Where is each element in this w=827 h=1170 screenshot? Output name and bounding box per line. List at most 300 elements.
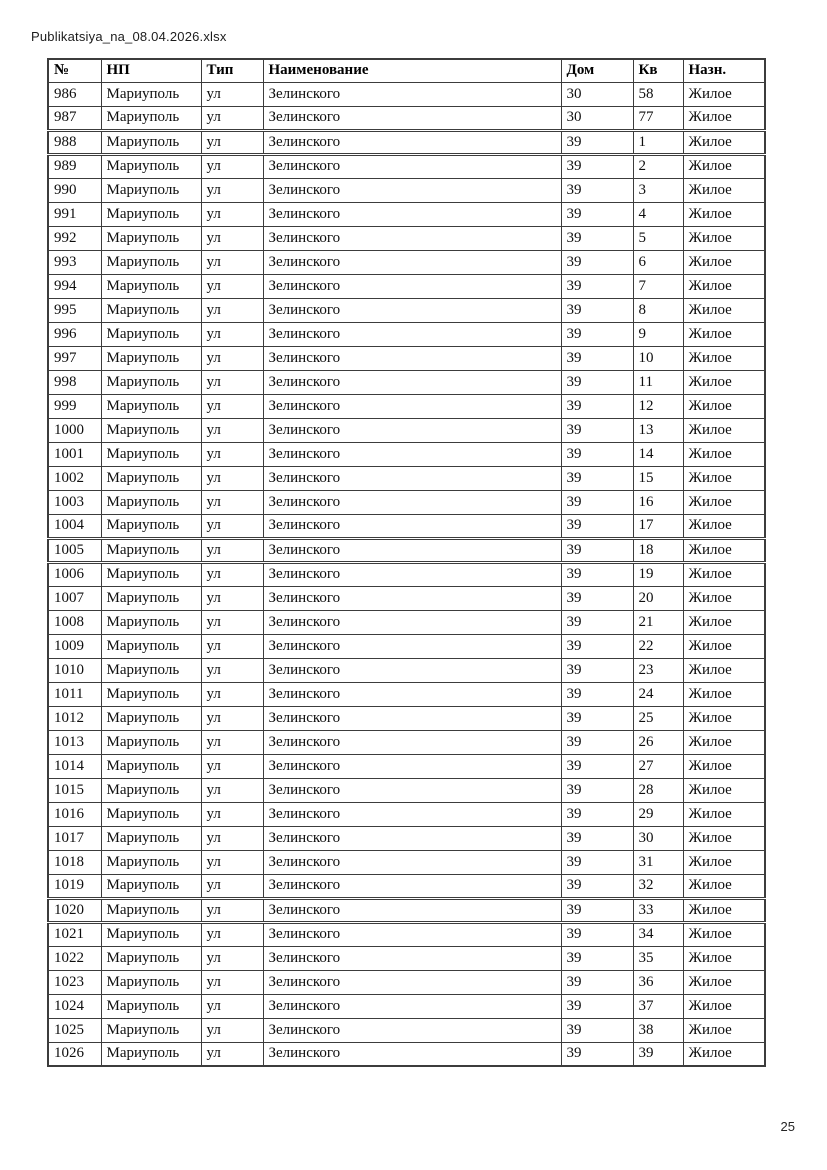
cell-np: Мариуполь [101, 922, 201, 946]
cell-tip: ул [201, 634, 263, 658]
cell-nazn: Жилое [683, 610, 765, 634]
table-row [48, 706, 765, 730]
cell-kv: 20 [633, 586, 683, 610]
cell-num: 1015 [48, 778, 101, 802]
cell-np: Мариуполь [101, 994, 201, 1018]
table-row [48, 130, 765, 154]
cell-num: 993 [48, 250, 101, 274]
cell-dom: 39 [561, 802, 633, 826]
cell-tip: ул [201, 274, 263, 298]
cell-dom: 39 [561, 634, 633, 658]
cell-kv: 8 [633, 298, 683, 322]
cell-num: 1003 [48, 490, 101, 514]
cell-kv: 31 [633, 850, 683, 874]
table-row [48, 322, 765, 346]
cell-num: 1006 [48, 562, 101, 586]
cell-naim: Зелинского [263, 682, 561, 706]
cell-nazn: Жилое [683, 946, 765, 970]
cell-np: Мариуполь [101, 634, 201, 658]
cell-num: 997 [48, 346, 101, 370]
cell-nazn: Жилое [683, 874, 765, 898]
cell-dom: 39 [561, 274, 633, 298]
cell-nazn: Жилое [683, 922, 765, 946]
header-cell-num: № [48, 59, 101, 82]
cell-np: Мариуполь [101, 562, 201, 586]
table-row [48, 730, 765, 754]
cell-dom: 30 [561, 106, 633, 130]
table-row [48, 994, 765, 1018]
cell-tip: ул [201, 946, 263, 970]
cell-tip: ул [201, 154, 263, 178]
table-row [48, 466, 765, 490]
cell-kv: 39 [633, 1042, 683, 1066]
table-row [48, 946, 765, 970]
cell-kv: 19 [633, 562, 683, 586]
table-row [48, 298, 765, 322]
cell-nazn: Жилое [683, 442, 765, 466]
cell-tip: ул [201, 754, 263, 778]
cell-kv: 23 [633, 658, 683, 682]
cell-dom: 39 [561, 490, 633, 514]
table-row [48, 682, 765, 706]
cell-np: Мариуполь [101, 346, 201, 370]
table-row [48, 850, 765, 874]
cell-dom: 30 [561, 82, 633, 106]
table-row [48, 82, 765, 106]
cell-kv: 6 [633, 250, 683, 274]
cell-nazn: Жилое [683, 202, 765, 226]
cell-naim: Зелинского [263, 922, 561, 946]
cell-naim: Зелинского [263, 562, 561, 586]
cell-dom: 39 [561, 754, 633, 778]
cell-np: Мариуполь [101, 274, 201, 298]
cell-dom: 39 [561, 826, 633, 850]
cell-np: Мариуполь [101, 466, 201, 490]
cell-np: Мариуполь [101, 898, 201, 922]
cell-np: Мариуполь [101, 826, 201, 850]
cell-num: 989 [48, 154, 101, 178]
cell-num: 988 [48, 130, 101, 154]
cell-kv: 1 [633, 130, 683, 154]
cell-naim: Зелинского [263, 706, 561, 730]
cell-dom: 39 [561, 370, 633, 394]
cell-tip: ул [201, 178, 263, 202]
cell-dom: 39 [561, 322, 633, 346]
cell-np: Мариуполь [101, 250, 201, 274]
cell-dom: 39 [561, 346, 633, 370]
cell-naim: Зелинского [263, 1018, 561, 1042]
cell-naim: Зелинского [263, 82, 561, 106]
cell-naim: Зелинского [263, 634, 561, 658]
cell-tip: ул [201, 706, 263, 730]
cell-num: 1013 [48, 730, 101, 754]
cell-naim: Зелинского [263, 1042, 561, 1066]
cell-tip: ул [201, 514, 263, 538]
table-row [48, 610, 765, 634]
cell-tip: ул [201, 490, 263, 514]
cell-tip: ул [201, 970, 263, 994]
cell-np: Мариуполь [101, 970, 201, 994]
cell-naim: Зелинского [263, 658, 561, 682]
header-cell-dom: Дом [561, 59, 633, 82]
cell-dom: 39 [561, 178, 633, 202]
cell-np: Мариуполь [101, 610, 201, 634]
table-row [48, 490, 765, 514]
cell-nazn: Жилое [683, 466, 765, 490]
cell-tip: ул [201, 1042, 263, 1066]
cell-kv: 2 [633, 154, 683, 178]
cell-nazn: Жилое [683, 826, 765, 850]
header-cell-kv: Кв [633, 59, 683, 82]
cell-kv: 16 [633, 490, 683, 514]
cell-nazn: Жилое [683, 898, 765, 922]
cell-nazn: Жилое [683, 754, 765, 778]
table-row [48, 346, 765, 370]
cell-dom: 39 [561, 922, 633, 946]
cell-tip: ул [201, 682, 263, 706]
table-row [48, 970, 765, 994]
cell-np: Мариуполь [101, 106, 201, 130]
table-row [48, 514, 765, 538]
table-row [48, 418, 765, 442]
cell-naim: Зелинского [263, 826, 561, 850]
cell-np: Мариуполь [101, 586, 201, 610]
cell-naim: Зелинского [263, 442, 561, 466]
cell-naim: Зелинского [263, 874, 561, 898]
cell-tip: ул [201, 850, 263, 874]
cell-np: Мариуполь [101, 442, 201, 466]
table-row [48, 1042, 765, 1066]
table-row [48, 754, 765, 778]
cell-np: Мариуполь [101, 322, 201, 346]
cell-dom: 39 [561, 514, 633, 538]
cell-num: 1026 [48, 1042, 101, 1066]
cell-num: 1019 [48, 874, 101, 898]
cell-dom: 39 [561, 1042, 633, 1066]
cell-naim: Зелинского [263, 586, 561, 610]
document-filename: Publikatsiya_na_08.04.2026.xlsx [31, 29, 227, 44]
cell-nazn: Жилое [683, 250, 765, 274]
cell-num: 998 [48, 370, 101, 394]
table-row [48, 442, 765, 466]
cell-num: 1004 [48, 514, 101, 538]
cell-np: Мариуполь [101, 370, 201, 394]
cell-tip: ул [201, 106, 263, 130]
table-row [48, 538, 765, 562]
cell-naim: Зелинского [263, 730, 561, 754]
cell-dom: 39 [561, 394, 633, 418]
cell-tip: ул [201, 346, 263, 370]
table-row [48, 178, 765, 202]
table-row [48, 154, 765, 178]
cell-np: Мариуполь [101, 778, 201, 802]
cell-naim: Зелинского [263, 538, 561, 562]
cell-kv: 58 [633, 82, 683, 106]
cell-nazn: Жилое [683, 706, 765, 730]
cell-kv: 35 [633, 946, 683, 970]
cell-np: Мариуполь [101, 418, 201, 442]
cell-np: Мариуполь [101, 730, 201, 754]
cell-num: 1017 [48, 826, 101, 850]
cell-np: Мариуполь [101, 946, 201, 970]
cell-nazn: Жилое [683, 730, 765, 754]
cell-tip: ул [201, 610, 263, 634]
cell-tip: ул [201, 130, 263, 154]
cell-dom: 39 [561, 610, 633, 634]
cell-dom: 39 [561, 946, 633, 970]
cell-tip: ул [201, 874, 263, 898]
cell-nazn: Жилое [683, 154, 765, 178]
cell-nazn: Жилое [683, 394, 765, 418]
table-row [48, 826, 765, 850]
cell-np: Мариуполь [101, 394, 201, 418]
cell-dom: 39 [561, 1018, 633, 1042]
table-row [48, 370, 765, 394]
cell-nazn: Жилое [683, 418, 765, 442]
cell-dom: 39 [561, 778, 633, 802]
cell-dom: 39 [561, 970, 633, 994]
cell-tip: ул [201, 730, 263, 754]
cell-num: 1025 [48, 1018, 101, 1042]
table-row [48, 778, 765, 802]
cell-num: 991 [48, 202, 101, 226]
cell-num: 996 [48, 322, 101, 346]
cell-num: 1012 [48, 706, 101, 730]
header-cell-np: НП [101, 59, 201, 82]
cell-naim: Зелинского [263, 754, 561, 778]
cell-nazn: Жилое [683, 538, 765, 562]
cell-num: 1018 [48, 850, 101, 874]
cell-np: Мариуполь [101, 178, 201, 202]
cell-naim: Зелинского [263, 178, 561, 202]
cell-dom: 39 [561, 226, 633, 250]
cell-nazn: Жилое [683, 850, 765, 874]
cell-num: 990 [48, 178, 101, 202]
cell-np: Мариуполь [101, 874, 201, 898]
cell-np: Мариуполь [101, 658, 201, 682]
cell-tip: ул [201, 322, 263, 346]
cell-nazn: Жилое [683, 226, 765, 250]
cell-kv: 33 [633, 898, 683, 922]
cell-np: Мариуполь [101, 130, 201, 154]
cell-dom: 39 [561, 730, 633, 754]
cell-np: Мариуполь [101, 226, 201, 250]
cell-kv: 18 [633, 538, 683, 562]
table-row [48, 1018, 765, 1042]
table-row [48, 250, 765, 274]
cell-nazn: Жилое [683, 778, 765, 802]
cell-dom: 39 [561, 154, 633, 178]
cell-num: 1014 [48, 754, 101, 778]
cell-nazn: Жилое [683, 322, 765, 346]
cell-dom: 39 [561, 130, 633, 154]
cell-kv: 4 [633, 202, 683, 226]
cell-num: 986 [48, 82, 101, 106]
cell-kv: 24 [633, 682, 683, 706]
cell-dom: 39 [561, 994, 633, 1018]
cell-tip: ул [201, 922, 263, 946]
cell-kv: 11 [633, 370, 683, 394]
cell-num: 1022 [48, 946, 101, 970]
cell-kv: 9 [633, 322, 683, 346]
cell-tip: ул [201, 586, 263, 610]
cell-num: 1020 [48, 898, 101, 922]
cell-naim: Зелинского [263, 418, 561, 442]
cell-tip: ул [201, 898, 263, 922]
cell-dom: 39 [561, 586, 633, 610]
header-cell-nazn: Назн. [683, 59, 765, 82]
cell-num: 1009 [48, 634, 101, 658]
cell-tip: ул [201, 802, 263, 826]
cell-dom: 39 [561, 874, 633, 898]
cell-naim: Зелинского [263, 778, 561, 802]
cell-naim: Зелинского [263, 970, 561, 994]
cell-num: 1024 [48, 994, 101, 1018]
cell-nazn: Жилое [683, 994, 765, 1018]
cell-dom: 39 [561, 538, 633, 562]
table-row [48, 226, 765, 250]
cell-num: 987 [48, 106, 101, 130]
cell-num: 1001 [48, 442, 101, 466]
cell-tip: ул [201, 442, 263, 466]
table-row [48, 106, 765, 130]
cell-dom: 39 [561, 250, 633, 274]
cell-naim: Зелинского [263, 898, 561, 922]
table-header-row [48, 59, 765, 82]
cell-dom: 39 [561, 466, 633, 490]
cell-dom: 39 [561, 202, 633, 226]
cell-naim: Зелинского [263, 274, 561, 298]
cell-tip: ул [201, 82, 263, 106]
table-row [48, 874, 765, 898]
cell-naim: Зелинского [263, 610, 561, 634]
cell-dom: 39 [561, 706, 633, 730]
cell-nazn: Жилое [683, 682, 765, 706]
header-cell-tip: Тип [201, 59, 263, 82]
cell-nazn: Жилое [683, 298, 765, 322]
cell-tip: ул [201, 1018, 263, 1042]
cell-naim: Зелинского [263, 394, 561, 418]
table-row [48, 802, 765, 826]
cell-np: Мариуполь [101, 802, 201, 826]
cell-np: Мариуполь [101, 202, 201, 226]
cell-np: Мариуполь [101, 514, 201, 538]
cell-nazn: Жилое [683, 370, 765, 394]
table-row [48, 658, 765, 682]
cell-kv: 12 [633, 394, 683, 418]
cell-naim: Зелинского [263, 370, 561, 394]
cell-tip: ул [201, 826, 263, 850]
cell-tip: ул [201, 538, 263, 562]
cell-num: 1008 [48, 610, 101, 634]
cell-np: Мариуполь [101, 850, 201, 874]
cell-kv: 17 [633, 514, 683, 538]
cell-naim: Зелинского [263, 802, 561, 826]
cell-nazn: Жилое [683, 658, 765, 682]
cell-np: Мариуполь [101, 1042, 201, 1066]
table-row [48, 586, 765, 610]
cell-num: 1005 [48, 538, 101, 562]
cell-dom: 39 [561, 850, 633, 874]
table-row [48, 202, 765, 226]
table-row [48, 394, 765, 418]
cell-naim: Зелинского [263, 946, 561, 970]
cell-nazn: Жилое [683, 346, 765, 370]
cell-tip: ул [201, 394, 263, 418]
table-row [48, 634, 765, 658]
table-row [48, 922, 765, 946]
cell-tip: ул [201, 418, 263, 442]
cell-num: 1021 [48, 922, 101, 946]
cell-tip: ул [201, 298, 263, 322]
page-number: 25 [780, 1119, 795, 1134]
cell-num: 1000 [48, 418, 101, 442]
cell-naim: Зелинского [263, 514, 561, 538]
cell-nazn: Жилое [683, 490, 765, 514]
data-table [47, 58, 766, 1067]
table-body [48, 82, 765, 1066]
cell-nazn: Жилое [683, 802, 765, 826]
cell-tip: ул [201, 562, 263, 586]
cell-nazn: Жилое [683, 178, 765, 202]
cell-naim: Зелинского [263, 346, 561, 370]
cell-nazn: Жилое [683, 1018, 765, 1042]
cell-naim: Зелинского [263, 994, 561, 1018]
cell-naim: Зелинского [263, 490, 561, 514]
cell-np: Мариуполь [101, 538, 201, 562]
cell-kv: 25 [633, 706, 683, 730]
cell-naim: Зелинского [263, 250, 561, 274]
cell-tip: ул [201, 226, 263, 250]
cell-num: 1016 [48, 802, 101, 826]
cell-kv: 15 [633, 466, 683, 490]
cell-dom: 39 [561, 442, 633, 466]
cell-nazn: Жилое [683, 130, 765, 154]
table-row [48, 274, 765, 298]
cell-naim: Зелинского [263, 154, 561, 178]
cell-nazn: Жилое [683, 1042, 765, 1066]
cell-kv: 37 [633, 994, 683, 1018]
cell-num: 1011 [48, 682, 101, 706]
cell-kv: 21 [633, 610, 683, 634]
cell-np: Мариуполь [101, 298, 201, 322]
cell-dom: 39 [561, 658, 633, 682]
cell-naim: Зелинского [263, 106, 561, 130]
cell-naim: Зелинского [263, 298, 561, 322]
cell-np: Мариуполь [101, 754, 201, 778]
table-row [48, 898, 765, 922]
cell-kv: 22 [633, 634, 683, 658]
cell-num: 995 [48, 298, 101, 322]
cell-kv: 29 [633, 802, 683, 826]
cell-num: 999 [48, 394, 101, 418]
table-row [48, 562, 765, 586]
cell-naim: Зелинского [263, 202, 561, 226]
cell-tip: ул [201, 778, 263, 802]
cell-num: 994 [48, 274, 101, 298]
cell-dom: 39 [561, 418, 633, 442]
cell-tip: ул [201, 370, 263, 394]
cell-kv: 27 [633, 754, 683, 778]
cell-np: Мариуполь [101, 1018, 201, 1042]
cell-tip: ул [201, 658, 263, 682]
cell-nazn: Жилое [683, 970, 765, 994]
cell-nazn: Жилое [683, 562, 765, 586]
cell-dom: 39 [561, 562, 633, 586]
cell-kv: 10 [633, 346, 683, 370]
cell-kv: 26 [633, 730, 683, 754]
cell-kv: 5 [633, 226, 683, 250]
